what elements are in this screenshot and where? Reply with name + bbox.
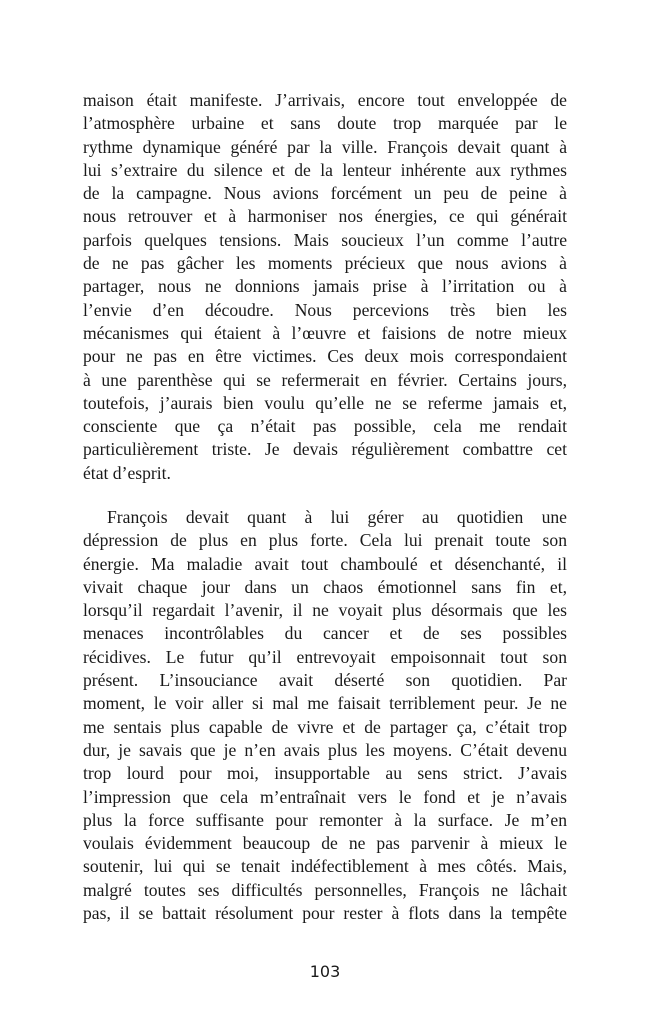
page-number: 103 <box>309 962 341 981</box>
text-line: lorsqu’il regardait l’avenir, il ne voyait plus désormais que les <box>83 600 567 621</box>
text-line: menaces incontrôlables du cancer et de ses possibles <box>83 623 567 644</box>
text-line: récidives. Le futur qu’il entrevoyait empoisonnait tout son <box>83 646 567 667</box>
text-line: consciente que ça n’était pas possible, cela me rendait <box>83 416 567 437</box>
text-line: rythme dynamique généré par la ville. François devait quant à <box>83 136 567 157</box>
text-line: partager, nous ne donnions jamais prise à l’irritation ou à <box>83 276 567 297</box>
text-line: voulais évidemment beaucoup de ne pas parvenir à mieux le <box>83 833 567 854</box>
text-line: énergie. Ma maladie avait tout chamboulé et désenchanté, il <box>83 553 567 574</box>
text-line: de ne pas gâcher les moments précieux que nous avions à <box>83 253 567 274</box>
text-line: soutenir, lui qui se tenait indéfectiblement à mes côtés. Mais, <box>83 856 567 877</box>
text-line: lui s’extraire du silence et de la lenteur inhérente aux rythmes <box>83 159 567 180</box>
text-line: plus la force suffisante pour remonter à la surface. Je m’en <box>83 809 567 830</box>
text-line: particulièrement triste. Je devais régulièrement combattre cet <box>83 439 567 460</box>
text-line: nous retrouver et à harmoniser nos énergies, ce qui générait <box>83 206 567 227</box>
text-line: trop lourd pour moi, insupportable au sens strict. J’avais <box>83 763 567 784</box>
paragraph-2 <box>83 506 567 925</box>
text-line: à une parenthèse qui se refermerait en février. Certains jours, <box>83 369 567 390</box>
text-line: malgré toutes ses difficultés personnelles, François ne lâchait <box>83 879 567 900</box>
text-line: dépression de plus en plus forte. Cela lui prenait toute son <box>83 530 567 551</box>
text-line: l’atmosphère urbaine et sans doute trop marquée par le <box>83 113 567 134</box>
text-line: l’envie d’en découdre. Nous percevions très bien les <box>83 299 567 320</box>
text-line: pour ne pas en être victimes. Ces deux mois correspondaient <box>83 346 567 367</box>
text-line: François devait quant à lui gérer au quotidien une <box>107 507 567 527</box>
paragraph-1 <box>83 89 567 485</box>
text-line: de la campagne. Nous avions forcément un peu de peine à <box>83 183 567 204</box>
text-line: mécanismes qui étaient à l’œuvre et faisions de notre mieux <box>83 322 567 343</box>
text-line: dur, je savais que je n’en avais plus les moyens. C’était devenu <box>83 739 567 760</box>
text-line: état d’esprit. <box>83 462 171 483</box>
text-line: pas, il se battait résolument pour rester à flots dans la tempête <box>83 903 567 924</box>
text-line: toutefois, j’aurais bien voulu qu’elle ne se referme jamais et, <box>83 392 567 413</box>
text-line: maison était manifeste. J’arrivais, encore tout enveloppée de <box>83 90 567 110</box>
text-line: vivait chaque jour dans un chaos émotionnel sans fin et, <box>83 576 567 597</box>
text-line: me sentais plus capable de vivre et de partager ça, c’était trop <box>83 716 567 737</box>
text-line: l’impression que cela m’entraînait vers le fond et je n’avais <box>83 786 567 807</box>
text-line: présent. L’insouciance avait déserté son quotidien. Par <box>83 670 567 691</box>
text-line: moment, le voir aller si mal me faisait terriblement peur. Je ne <box>83 693 567 714</box>
text-line: parfois quelques tensions. Mais soucieux l’un comme l’autre <box>83 229 567 250</box>
